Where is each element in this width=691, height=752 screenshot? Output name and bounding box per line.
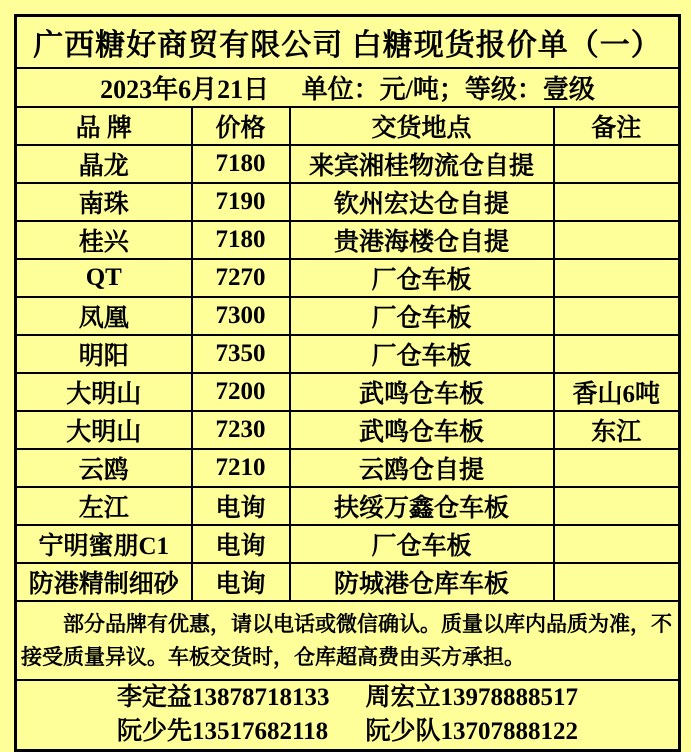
brand-cell: 晶龙 (16, 145, 192, 183)
price-quote-table (14, 14, 681, 752)
price-cell: 7210 (192, 449, 290, 487)
location-cell: 扶绥万鑫仓车板 (290, 487, 554, 525)
brand-cell: QT (16, 259, 192, 297)
price-cell: 电询 (192, 525, 290, 563)
table-header-row (16, 107, 680, 145)
table-row (16, 487, 680, 525)
col-header-remark: 备注 (554, 107, 680, 145)
brand-cell: 大明山 (16, 411, 192, 449)
brand-cell: 宁明蜜朋C1 (16, 525, 192, 563)
notes-row (16, 601, 680, 680)
remark-cell (554, 335, 680, 373)
title-row (16, 16, 680, 69)
price-cell: 7180 (192, 145, 290, 183)
brand-cell: 凤凰 (16, 297, 192, 335)
brand-cell: 左江 (16, 487, 192, 525)
remark-cell (554, 563, 680, 601)
location-cell: 防城港仓库车板 (290, 563, 554, 601)
remark-cell (554, 145, 680, 183)
location-cell: 厂仓车板 (290, 259, 554, 297)
remark-cell (554, 183, 680, 221)
table-row (16, 183, 680, 221)
contact-entry: 李定益13878718133 (116, 684, 330, 711)
date-row (16, 68, 680, 107)
date-unit-grade-line: 2023年6月21日 单位：元/吨；等级：壹级 (16, 68, 680, 107)
location-cell: 钦州宏达仓自提 (290, 183, 554, 221)
contact-list (17, 681, 678, 749)
price-cell: 7190 (192, 183, 290, 221)
price-cell: 7180 (192, 221, 290, 259)
price-cell: 7270 (192, 259, 290, 297)
location-cell: 来宾湘桂物流仓自提 (290, 145, 554, 183)
contacts-row (16, 680, 680, 751)
notes-text: 部分品牌有优惠，请以电话或微信确认。质量以库内品质为准，不接受质量异议。车板交货时，仓库超高费由买方承担。 (21, 611, 672, 669)
location-cell: 云鸥仓自提 (290, 449, 554, 487)
table-row (16, 411, 680, 449)
col-header-brand: 品 牌 (16, 107, 192, 145)
brand-cell: 明阳 (16, 335, 192, 373)
brand-cell: 大明山 (16, 373, 192, 411)
remark-cell: 东江 (554, 411, 680, 449)
table-row (16, 145, 680, 183)
location-cell: 厂仓车板 (290, 335, 554, 373)
price-cell: 7200 (192, 373, 290, 411)
table-row (16, 297, 680, 335)
table-row (16, 525, 680, 563)
brand-cell: 桂兴 (16, 221, 192, 259)
price-quote-sheet (14, 14, 678, 752)
remark-cell (554, 297, 680, 335)
location-cell: 武鸣仓车板 (290, 411, 554, 449)
table-row (16, 373, 680, 411)
contact-entry: 周宏立13978888517 (365, 684, 579, 711)
remark-cell (554, 525, 680, 563)
price-cell: 7350 (192, 335, 290, 373)
location-cell: 贵港海楼仓自提 (290, 221, 554, 259)
col-header-price: 价格 (192, 107, 290, 145)
remark-cell (554, 449, 680, 487)
price-cell: 电询 (192, 487, 290, 525)
location-cell: 武鸣仓车板 (290, 373, 554, 411)
table-row (16, 335, 680, 373)
col-header-location: 交货地点 (290, 107, 554, 145)
remark-cell (554, 221, 680, 259)
contact-entry: 阮少队13707888122 (365, 718, 579, 745)
page-title: 广西糖好商贸有限公司 白糖现货报价单（一） (16, 16, 680, 69)
brand-cell: 云鸥 (16, 449, 192, 487)
location-cell: 厂仓车板 (290, 297, 554, 335)
location-cell: 厂仓车板 (290, 525, 554, 563)
price-cell: 电询 (192, 563, 290, 601)
brand-cell: 防港精制细砂 (16, 563, 192, 601)
remark-cell: 香山6吨 (554, 373, 680, 411)
table-row (16, 259, 680, 297)
table-row (16, 221, 680, 259)
table-row (16, 449, 680, 487)
table-row (16, 563, 680, 601)
remark-cell (554, 259, 680, 297)
price-cell: 7300 (192, 297, 290, 335)
price-cell: 7230 (192, 411, 290, 449)
remark-cell (554, 487, 680, 525)
contact-entry: 阮少先13517682118 (116, 718, 329, 745)
brand-cell: 南珠 (16, 183, 192, 221)
